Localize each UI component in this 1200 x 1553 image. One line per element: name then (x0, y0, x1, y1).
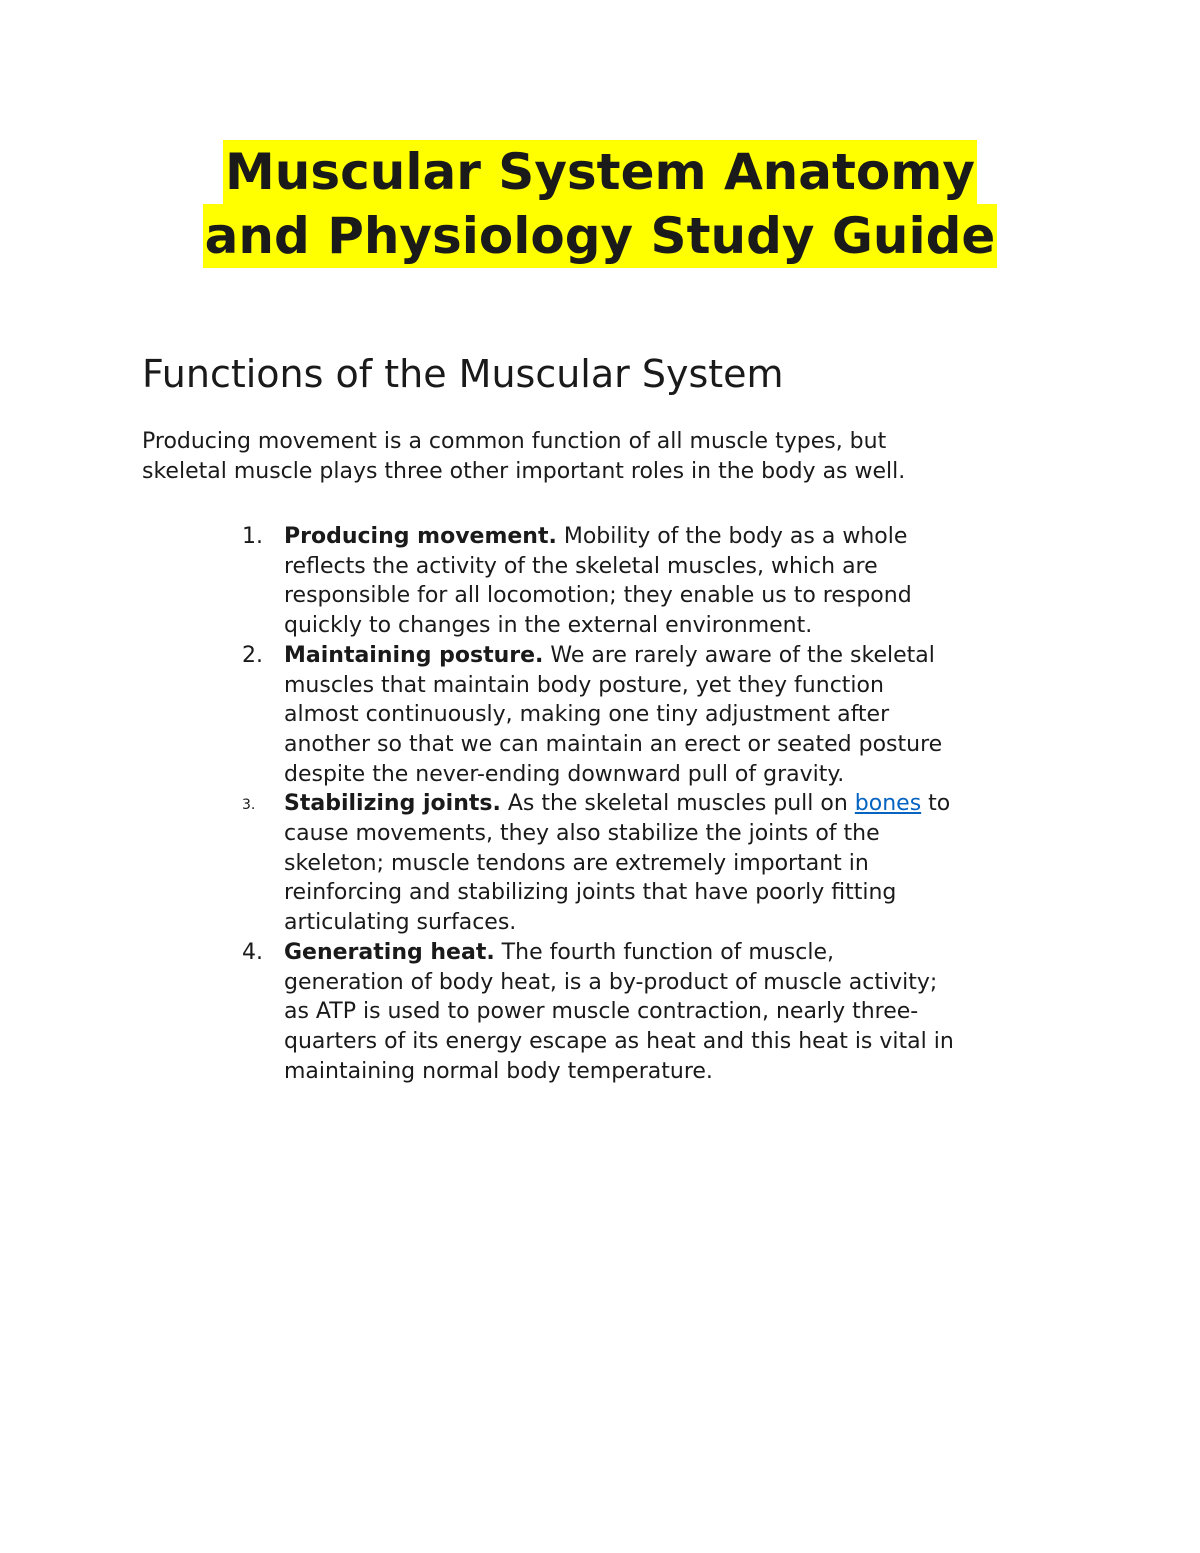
list-item-text: to (921, 791, 951, 817)
list-item-text: The fourth function of muscle, (494, 939, 834, 965)
list-item-first-line (284, 789, 1084, 819)
list-item-line: despite the never-ending downward pull of gravity. (284, 761, 845, 787)
list-item-line: responsible for all locomotion; they enable us to respond (284, 583, 912, 609)
list-item-maintaining-posture (242, 641, 1084, 790)
list-item-first-line (284, 522, 1084, 552)
list-item-text: We are rarely aware of the skeletal (543, 642, 935, 668)
list-item-line: maintaining normal body temperature. (284, 1058, 713, 1084)
list-item-line: as ATP is used to power muscle contraction, nearly three- (284, 999, 919, 1025)
list-number: 4. (242, 939, 263, 965)
intro-line-1: Producing movement is a common function of all muscle types, but (142, 429, 887, 454)
list-item-term: Stabilizing joints. (284, 791, 501, 817)
title-line-1: Muscular System Anatomy (223, 140, 977, 204)
list-item-stabilizing-joints (242, 789, 1084, 938)
functions-list (242, 522, 1084, 1086)
section-heading: Functions of the Muscular System (142, 352, 784, 396)
list-item-text: As the skeletal muscles pull on (500, 791, 855, 817)
list-item-line: reflects the activity of the skeletal muscles, which are (284, 553, 878, 579)
list-number: 3. (242, 797, 256, 814)
list-item-term: Maintaining posture. (284, 642, 544, 668)
document-title (0, 140, 1200, 268)
bones-link[interactable]: bones (854, 791, 922, 817)
list-item-first-line (284, 641, 1084, 671)
list-item-line: reinforcing and stabilizing joints that have poorly fitting (284, 880, 897, 906)
intro-paragraph (142, 427, 1082, 487)
list-item-line: quickly to changes in the external environment. (284, 613, 813, 639)
title-line-2: and Physiology Study Guide (203, 204, 998, 268)
intro-line-2: skeletal muscle plays three other important roles in the body as well. (142, 459, 906, 484)
list-item-first-line (284, 938, 1084, 968)
list-item-line: another so that we can maintain an erect or seated posture (284, 731, 943, 757)
list-item-term: Generating heat. (284, 939, 495, 965)
list-item-line: generation of body heat, is a by-product of muscle activity; (284, 969, 938, 995)
list-number: 2. (242, 642, 263, 668)
list-item-text: Mobility of the body as a whole (556, 524, 908, 549)
list-item-producing-movement (242, 522, 1084, 641)
list-item-line: skeleton; muscle tendons are extremely important in (284, 850, 869, 876)
list-item-line: quarters of its energy escape as heat and this heat is vital in (284, 1028, 954, 1054)
list-item-line: muscles that maintain body posture, yet they function (284, 672, 884, 698)
list-item-line: cause movements, they also stabilize the joints of the (284, 821, 880, 847)
list-item-term: Producing movement. (284, 524, 557, 549)
list-item-line: articulating surfaces. (284, 910, 517, 936)
list-number: 1. (242, 524, 263, 549)
list-item-line: almost continuously, making one tiny adjustment after (284, 702, 890, 728)
list-item-generating-heat (242, 938, 1084, 1087)
